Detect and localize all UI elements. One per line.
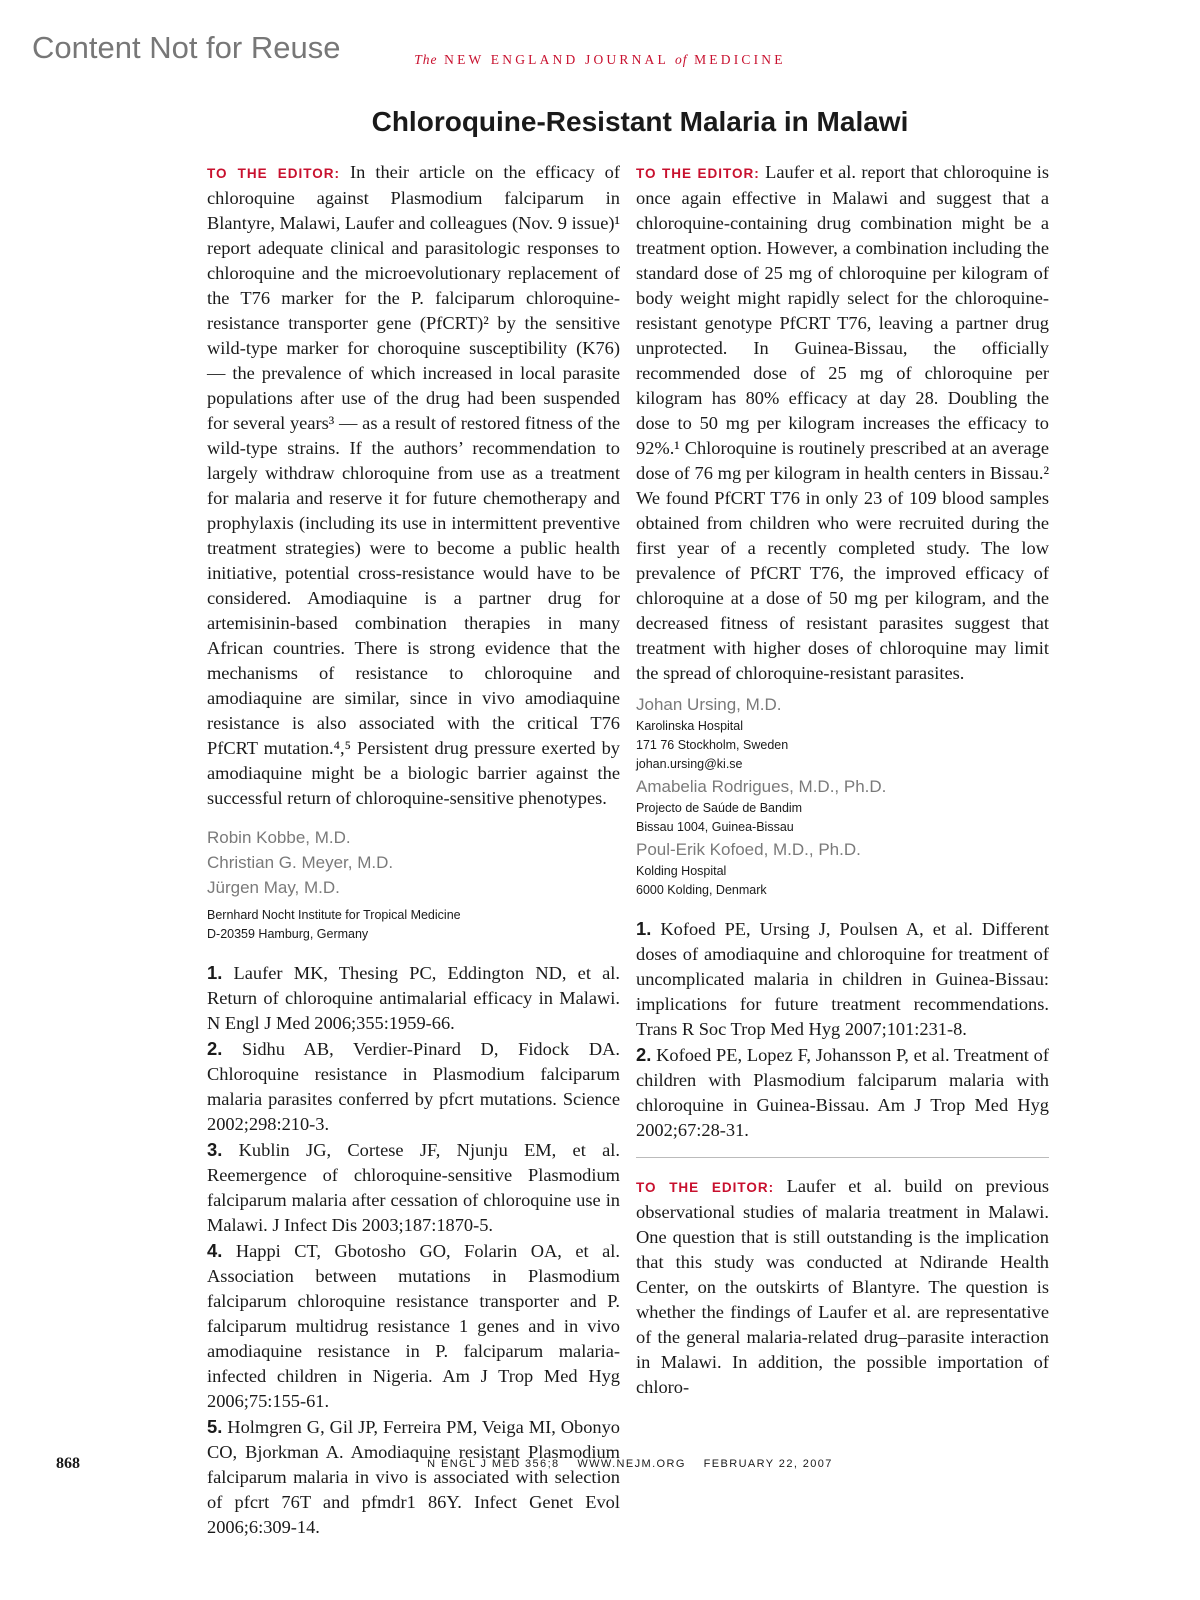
- reference-item: 1. Kofoed PE, Ursing J, Poulsen A, et al. Different doses of amodiaquine and chloroquine for treatment of uncomplicated malaria in children in Guinea-Bissau: implications for future treatment recommendations. Trans R Soc Trop Med Hyg 2007;101:231-8.: [636, 918, 1049, 1039]
- author-affiliation: Projecto de Saúde de Bandim: [636, 801, 803, 815]
- journal-masthead: [0, 52, 1200, 68]
- letter-1: [207, 160, 620, 1540]
- author-affiliation: 6000 Kolding, Denmark: [636, 883, 767, 897]
- masthead-of: of: [675, 52, 688, 67]
- reference-item: 2. Sidhu AB, Verdier-Pinard D, Fidock DA. Chloroquine resistance in Plasmodium falciparum malaria parasites conferred by pfcrt mutations. Science 2002;298:210-3.: [207, 1038, 620, 1134]
- reference-item: 5. Holmgren G, Gil JP, Ferreira PM, Veiga MI, Obonyo CO, Bjorkman A. Amodiaquine resistant Plasmodium falciparum malaria in vivo is associated with selection of pfcrt 76T and pfmdr1 86Y. Infect Genet Evol 2006;6:309-14.: [207, 1416, 620, 1537]
- article-title: Chloroquine-Resistant Malaria in Malawi: [371, 106, 909, 137]
- letter-2: [636, 160, 1049, 1143]
- letter-1-authors: [207, 825, 620, 944]
- letter-2-authors: [636, 692, 1049, 900]
- author-email: johan.ursing@ki.se: [636, 757, 743, 771]
- reference-item: 3. Kublin JG, Cortese JF, Njunju EM, et al. Reemergence of chloroquine-sensitive Plasmodium falciparum malaria after cessation of chloroquine use in Malawi. J Infect Dis 2003;187:1870-5.: [207, 1139, 620, 1235]
- watermark: Content Not for Reuse: [32, 30, 341, 65]
- letter-2-body: [636, 160, 1049, 686]
- reference-item: 4. Happi CT, Gbotosho GO, Folarin OA, et al. Association between mutations in Plasmodium falciparum chloroquine resistance transporter and P. falciparum multidrug resistance 1 genes and in vivo amodiaquine resistance in P. falciparum malaria-infected children in Nigeria. Am J Trop Med Hyg 2006;75:155-61.: [207, 1240, 620, 1411]
- author-affiliation: Karolinska Hospital: [636, 719, 743, 733]
- letter-3-text: Laufer et al. build on previous observational studies of malaria treatment in Malawi. One question that is still outstanding is the implication that this study was conducted at Ndirande Health Center, on the outskirts of Blantyre. The question is whether the findings of Laufer et al. are representative of the general malaria-related drug–parasite interaction in Malawi. In addition, the possible importation of chloro-: [636, 1176, 1049, 1397]
- author-affiliation: 171 76 Stockholm, Sweden: [636, 738, 789, 752]
- page-number: 868: [56, 1455, 80, 1472]
- letter-1-label: TO THE EDITOR:: [207, 166, 341, 181]
- author-name: Christian G. Meyer, M.D.: [207, 853, 394, 872]
- letter-1-references: [207, 960, 620, 1540]
- right-column: [636, 160, 1049, 1400]
- letter-2-references: [636, 916, 1049, 1143]
- author-name: Robin Kobbe, M.D.: [207, 828, 351, 847]
- author-name: Poul-Erik Kofoed, M.D., Ph.D.: [636, 840, 861, 859]
- letter-1-text: In their article on the efficacy of chloroquine against Plasmodium falciparum in Blantyre, Malawi, Laufer and colleagues (Nov. 9 issue)¹ report adequate clinical and parasitologic responses to chloroquine and the microevolutionary replacement of the T76 marker for the P. falciparum chloroquine-resistance transporter gene (PfCRT)² by the sensitive wild-type marker for choroquine susceptibility (K76) — the prevalence of which increased in local parasite populations after use of the drug had been suspended for several years³ — as a result of restored fitness of the wild-type strains. If the authors’ recommendation to largely withdraw chloroquine from use as a treatment for malaria and reserve it for future chemotherapy and prophylaxis (including its use in intermittent preventive treatment strategies) were to become a public health initiative, potential cross-resistance would have to be considered. Amodiaquine is a partner drug for artemisinin-based combination therapies in many African countries. There is strong evidence that the mechanisms of resistance to chloroquine and amodiaquine are similar, since in vivo amodiaquine resistance is also associated with the critical T76 PfCRT mutation.⁴,⁵ Persistent drug pressure exerted by amodiaquine might be a biologic barrier against the successful return of chloroquine-sensitive phenotypes.: [207, 162, 620, 808]
- masthead-medicine: MEDICINE: [694, 52, 786, 67]
- letter-1-body: [207, 160, 620, 811]
- author-affiliation: Bernhard Nocht Institute for Tropical Medicine: [207, 908, 461, 922]
- letter-3-label: TO THE EDITOR:: [636, 1180, 775, 1195]
- letter-2-text: Laufer et al. report that chloroquine is once again effective in Malawi and suggest that a chloroquine-containing drug combination might be a treatment option. However, a combination including the standard dose of 25 mg of chloroquine per kilogram of body weight might rapidly select for the chloroquine-resistant genotype PfCRT T76, leaving a partner drug unprotected. In Guinea-Bissau, the officially recommended dose of 25 mg of chloroquine per kilogram has 80% efficacy at day 28. Doubling the dose to 50 mg per kilogram increases the efficacy to 92%.¹ Chloroquine is routinely prescribed at an average dose of 76 mg per kilogram in health centers in Bissau.² We found PfCRT T76 in only 23 of 109 blood samples obtained from children who were recruited during the first year of a recently completed study. The low prevalence of PfCRT T76, the improved efficacy of chloroquine at a dose of 50 mg per kilogram, and the decreased fitness of resistant parasites suggest that treatment with higher doses of chloroquine may limit the spread of chloroquine-resistant parasites.: [636, 162, 1049, 683]
- author-affiliation: Bissau 1004, Guinea-Bissau: [636, 820, 794, 834]
- author-affiliation: D-20359 Hamburg, Germany: [207, 927, 369, 941]
- journal-citation: N ENGL J MED 356;8 WWW.NEJM.ORG FEBRUARY 22, 2007: [427, 1458, 833, 1470]
- author-name: Amabelia Rodrigues, M.D., Ph.D.: [636, 777, 887, 796]
- author-name: Jürgen May, M.D.: [207, 878, 340, 897]
- left-column: [207, 160, 620, 1540]
- letter-3-body: [636, 1174, 1049, 1400]
- masthead-new-england: NEW ENGLAND JOURNAL: [444, 52, 669, 67]
- letter-3: [636, 1174, 1049, 1400]
- letter-divider: [636, 1157, 1049, 1158]
- letter-2-label: TO THE EDITOR:: [636, 166, 760, 181]
- masthead-the: The: [414, 52, 438, 67]
- author-name: Johan Ursing, M.D.: [636, 695, 782, 714]
- reference-item: 1. Laufer MK, Thesing PC, Eddington ND, et al. Return of chloroquine antimalarial efficacy in Malawi. N Engl J Med 2006;355:1959-66.: [207, 962, 620, 1033]
- reference-item: 2. Kofoed PE, Lopez F, Johansson P, et al. Treatment of children with Plasmodium falciparum malaria with chloroquine in Guinea-Bissau. Am J Trop Med Hyg 2002;67:28-31.: [636, 1044, 1049, 1140]
- author-affiliation: Kolding Hospital: [636, 864, 727, 878]
